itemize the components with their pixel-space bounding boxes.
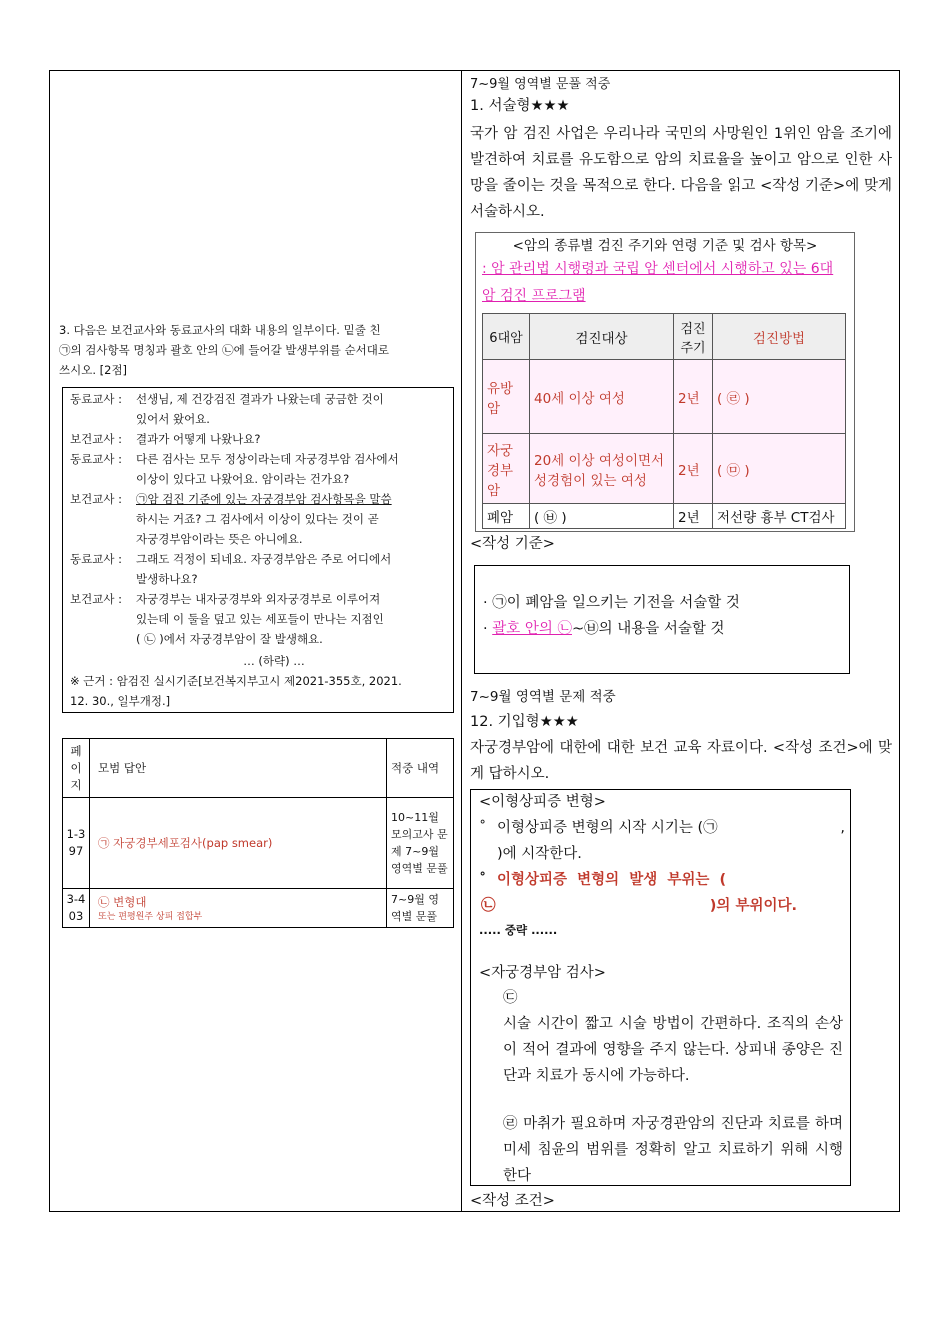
source-line-1: ※ 근거 : 암검진 실시기준[보건복지부고시 제2021-355호, 2021.: [70, 674, 402, 688]
answer-table: [62, 738, 454, 928]
dialogue-text: [136, 429, 442, 449]
cancer-table-header: [483, 314, 846, 360]
edu-c-text: 시술 시간이 짧고 시술 방법이 간편하다. 조직의 손상이 적어 결과에 영향을 주지 않는다. 상피내 종양은 진단과 치료가 동시에 가능하다.: [503, 1016, 843, 1084]
row-page: 3-403: [63, 889, 90, 928]
q1-text: 국가 암 검진 사업은 우리나라 국민의 사망원인 1위인 암을 조기에 발견하여 치료를 유도함으로 암의 치료율을 높이고 암으로 인한 사망을 줄이는 것을 목적으로 한다. 다음을 읽고 <작성 기준>에 맞게 서술하시오.: [470, 126, 892, 220]
row-cycle: 2년: [674, 434, 713, 504]
dialogue-text-line: 그래도 걱정이 되네요. 자궁경부암은 주로 어디에서: [136, 552, 392, 566]
row-target: 40세 이상 여성: [530, 360, 674, 434]
row-type: 자궁경부암: [483, 434, 530, 504]
dialogue-line: [70, 449, 442, 489]
section-2-title: 7~9월 영역별 문제 적중: [470, 689, 616, 705]
edu-omit: ..... 중략 ......: [479, 923, 558, 937]
cancer-screening-box: [475, 232, 855, 532]
dialogue-text-line: 선생님, 제 건강검진 결과가 나왔는데 궁금한 것이: [136, 392, 384, 406]
header-hit: 적중 내역: [387, 739, 454, 798]
dialogue-text: [136, 389, 442, 429]
dialogue-line: [70, 429, 442, 449]
dialogue-speaker: 동료교사 :: [70, 392, 122, 406]
dialogue-text-line: 이상이 있다고 나왔어요. 암이라는 건가요?: [136, 472, 350, 486]
source-line-2: 12. 30., 일부개정.]: [70, 694, 171, 708]
dialogue-line: [70, 589, 442, 649]
dialogue-text-line: 있어서 왔어요.: [136, 412, 210, 426]
conditions-label: <작성 조건>: [470, 1193, 555, 1209]
row-answer: [90, 889, 387, 928]
dialogue: [70, 389, 442, 649]
criteria-box: [474, 565, 850, 674]
dialogue-text: [136, 449, 442, 489]
criteria-label: <작성 기준>: [470, 536, 555, 552]
question-3-stem: [59, 320, 454, 380]
page-frame: [49, 70, 900, 1212]
edu-c-mark: ㉢: [503, 990, 518, 1006]
row-type: 유방암: [483, 360, 530, 434]
dialogue-text-line: 자궁경부는 내자궁경부와 외자궁경부로 이루어져: [136, 592, 381, 606]
cancer-box-subtitle: : 암 관리법 시행령과 국립 암 센터에서 시행하고 있는 6대 암 검진 프로그램: [482, 261, 834, 304]
edu-heading-1: <이형상피증 변형>: [479, 794, 606, 810]
row-target: 20세 이상 여성이면서 성경험이 있는 여성: [530, 434, 674, 504]
col-cycle: 검진주기: [674, 314, 713, 360]
dialogue-text-line: ( ㉡ )에서 자궁경부암이 잘 발생해요.: [136, 632, 323, 646]
dialogue-text-line: 다른 검사는 모두 정상이라는데 자궁경부암 검사에서: [136, 452, 399, 466]
dialogue-text: [136, 589, 442, 649]
dialogue-speaker: 동료교사 :: [70, 452, 122, 466]
question-3-line-2: ㉠의 검사항목 명칭과 괄호 안의 ㉡에 들어갈 발생부위를 순서대로: [59, 343, 389, 357]
row-method: ( ㉣ ): [713, 360, 846, 434]
column-divider: [461, 71, 462, 1211]
source-note: [70, 671, 450, 711]
dialogue-text-line: 자궁경부암이라는 뜻은 아니에요.: [136, 532, 303, 546]
dialogue-text: [136, 489, 442, 549]
dialogue-line: [70, 389, 442, 429]
table-row: [483, 504, 846, 529]
edu-d-text: ㉣ 마취가 필요하며 자궁경관암의 진단과 치료를 하며 미세 침윤의 범위를 정확히 알고 치료하기 위해 시행한다: [503, 1116, 843, 1184]
q12-title: 12. 기입형★★★: [470, 714, 579, 730]
edu-heading-2: <자궁경부암 검사>: [479, 965, 606, 981]
col-method: 검진방법: [713, 314, 846, 360]
table-row: [63, 889, 454, 928]
q12-text: 자궁경부암에 대한에 대한 보건 교육 자료이다. <작성 조건>에 맞게 답하시오.: [470, 740, 892, 782]
dialogue-line: [70, 489, 442, 549]
row-cycle: 2년: [674, 360, 713, 434]
cancer-box-title: <암의 종류별 검진 주기와 연령 기준 및 검사 항목>: [512, 238, 818, 254]
dialogue-speaker: 보건교사 :: [70, 492, 122, 506]
table-row: [63, 798, 454, 889]
row-target: ( ㉥ ): [530, 504, 674, 529]
edu-item-1: ˚ 이형상피증 변형의 시작 시기는 (㉠ , )에 시작한다.: [479, 820, 845, 862]
dialogue-text-line: 발생하나요?: [136, 572, 198, 586]
answer-table-header: [63, 739, 454, 798]
header-page: 페이지: [63, 739, 90, 798]
row-answer-sub: 또는 편평원주 상피 접합부: [98, 911, 203, 922]
row-type: 폐암: [483, 504, 530, 529]
dialogue-text-line: ㉠암 검진 기준에 있는 자궁경부암 검사항목을 말씀: [136, 492, 392, 506]
dialogue-text-line: 있는데 이 둘을 덮고 있는 세포들이 만나는 지점인: [136, 612, 384, 626]
edu-item-2: ˚ 이형상피증 변형의 발생 부위는 ( ㉡ )의 부위이다.: [479, 872, 797, 914]
dialogue-text: [136, 549, 442, 589]
header-answer: 모범 답안: [90, 739, 387, 798]
dialogue-speaker: 보건교사 :: [70, 592, 122, 606]
row-page: 1-397: [63, 798, 90, 889]
row-answer: ㉠ 자궁경부세포검사(pap smear): [90, 798, 387, 889]
dialogue-speaker: 동료교사 :: [70, 552, 122, 566]
row-cycle: 2년: [674, 504, 713, 529]
dialogue-speaker: 보건교사 :: [70, 432, 122, 446]
criteria-list: [483, 590, 843, 642]
dialogue-line: [70, 549, 442, 589]
row-answer-main: ㉡ 변형대: [98, 894, 147, 909]
dialogue-text-line: 결과가 어떻게 나왔나요?: [136, 432, 261, 446]
table-row: [483, 434, 846, 504]
dialogue-text-line: 하시는 거죠? 그 검사에서 이상이 있다는 것이 곧: [136, 512, 379, 526]
row-method: 저선량 흉부 CT검사: [713, 504, 846, 529]
col-type: 6대암: [483, 314, 530, 360]
criteria-item: · ㉠이 폐암을 일으키는 기전을 서술할 것: [483, 595, 740, 611]
question-3-line-1: 3. 다음은 보건교사와 동료교사의 대화 내용의 일부이다. 밑줄 친: [59, 323, 381, 337]
cancer-table: [482, 313, 846, 529]
row-hit: 7~9월 영역별 문풀: [387, 889, 454, 928]
section-1-title: 7~9월 영역별 문풀 적중: [470, 77, 611, 92]
criteria-item: · 괄호 안의 ㉡~㉥의 내용을 서술할 것: [483, 621, 725, 637]
q1-title: 1. 서술형★★★: [470, 98, 570, 114]
dialogue-box: [62, 387, 454, 713]
table-row: [483, 360, 846, 434]
education-box: [470, 789, 851, 1186]
col-target: 검진대상: [530, 314, 674, 360]
omitted-text: … (하략) …: [243, 654, 305, 668]
row-method: ( ㉤ ): [713, 434, 846, 504]
row-hit: 10~11월 모의고사 문제 7~9월 영역별 문풀: [387, 798, 454, 889]
question-3-line-3: 쓰시오. [2점]: [59, 363, 128, 377]
